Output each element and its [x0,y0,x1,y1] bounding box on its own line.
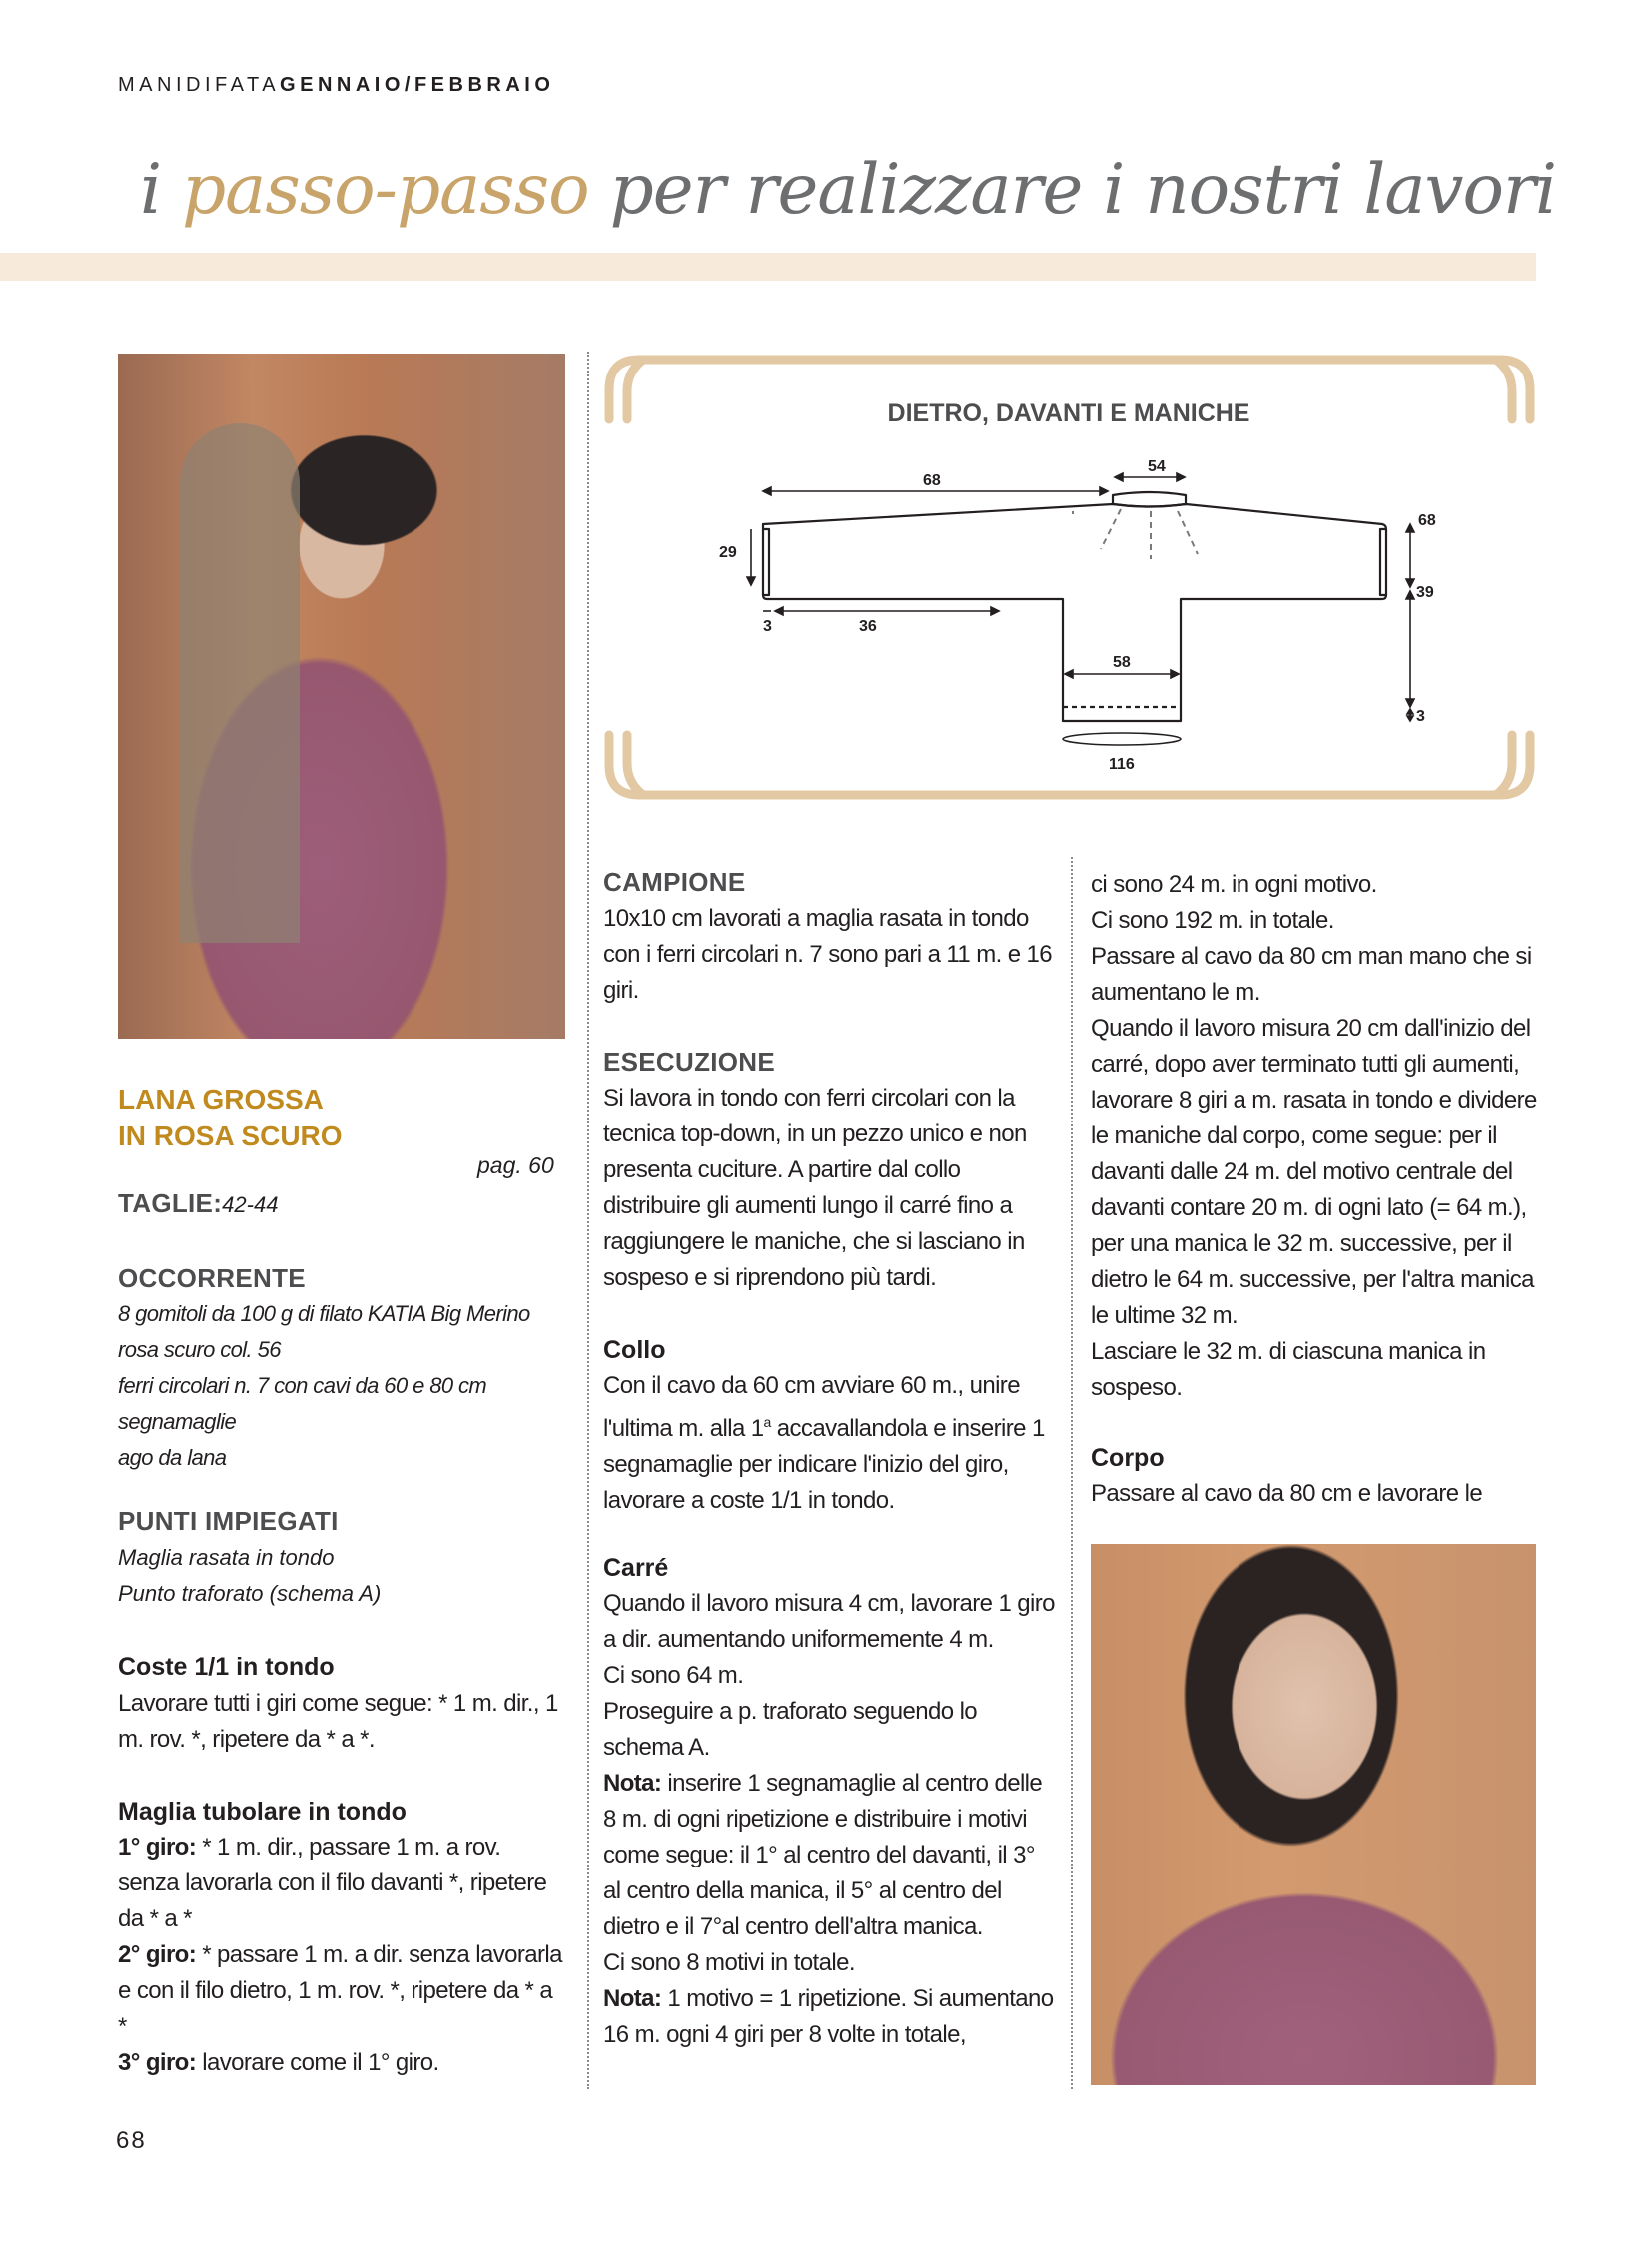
esecuzione-text: Si lavora in tondo con ferri circolari con la tecnica top-down, in un pezzo unico e non presenta cuciture. A partire dal collo distribuire gli aumenti lungo il carré fino a raggiungere le maniche, che si lasciano in sospeso e si riprendono più tardi. [603,1085,1027,1291]
giro-1: 1° giro: * 1 m. dir., passare 1 m. a rov. senza lavorarla con il filo davanti *, ripetere da * a * [118,1834,547,1932]
materials-list [118,1296,577,1476]
carre-continued-text: ci sono 24 m. in ogni motivo. Ci sono 192 m. in totale. Passare al cavo da 80 cm man mano che si aumentano le m. Quando il lavoro misura 20 cm dall'inizio del carré, dopo aver terminato tutti gli aumenti, lavorare 8 giri a m. rasata in tondo e dividere le maniche dal corpo, come segue: per il davanti dalle 24 m. del motivo centrale del davanti contare 20 m. di ogni lato (= 64 m.), per una manica le 32 m. successive, per il dietro le 64 m. successive, per l'altra manica le ultime 32 m. Lasciare le 32 m. di ciascuna manica in sospeso. [1091,871,1537,1401]
diagram-title: DIETRO, DAVANTI E MANICHE [887,399,1250,427]
model-photo-back [118,354,565,1039]
occorrente-heading: OCCORRENTE [118,1263,306,1293]
list-item: segnamaglie [118,1409,237,1434]
sweater-outline [763,492,1386,721]
giro-2: 2° giro: * passare 1 m. a dir. senza lavorarla e con il filo dietro, 1 m. rov. *, ripetere da * a * [118,1941,562,2040]
corpo-text: Passare al cavo da 80 cm e lavorare le [1091,1480,1483,1507]
label-neck-width: 54 [1148,458,1166,475]
collo-text: Con il cavo da 60 cm avviare 60 m., unire l'ultima m. alla 1$^a$ accavallandola e inserire 1 segnamaglie per indicare l'inizio del giro, lavorare a coste 1/1 in tondo. [603,1372,1045,1514]
tubolare-text [118,1830,565,2081]
yoke-guides [1073,509,1198,559]
list-item: 8 gomitoli da 100 g di filato KATIA Big Merino [118,1301,530,1326]
collo-heading: Collo [603,1336,666,1364]
giro-3: 3° giro: lavorare come il 1° giro. [118,2049,439,2076]
label-sleeve-length: 36 [859,618,877,635]
sizes: TAGLIE:42-44 [118,1188,279,1218]
page-number: 68 [116,2127,147,2154]
masthead [118,74,554,97]
coste-text: Lavorare tutti i giri come segue: * 1 m. dir., 1 m. rov. *, ripetere da * a *. [118,1690,558,1753]
page-title: i passo-passo per realizzare i nostri lavori [140,150,1557,230]
stitches-list [118,1540,577,1612]
title-accent: passo-passo [182,150,589,230]
dimension-lines [747,473,1414,745]
list-item: ferri circolari n. 7 con cavi da 60 e 80 cm [118,1373,487,1398]
campione-text: 10x10 cm lavorati a maglia rasata in tondo con i ferri circolari n. 7 sono pari a 11 m. e 16 giri. [603,905,1053,1004]
list-item: Punto traforato (schema A) [118,1581,382,1606]
punti-heading: PUNTI IMPIEGATI [118,1506,339,1536]
list-item: ago da lana [118,1445,227,1470]
label-cuff-height: 29 [719,544,737,561]
label-body-height: 39 [1416,584,1434,601]
note-1: Nota: inserire 1 segnamaglie al centro delle 8 m. di ogni ripetizione e distribuire i motivi come segue: il 1° al centro del davanti, il 3° al centro della manica, il 5° al centro del dietro e il 7°al centro dell'altra manica. [603,1770,1043,1940]
list-item: Maglia rasata in tondo [118,1545,335,1570]
issue-label: GENNAIO/FEBBRAIO [280,74,555,96]
label-hem-circumference: 116 [1109,756,1135,773]
project-name: LANA GROSSA IN ROSA SCURO [118,1084,343,1151]
model-photo-front [1091,1544,1536,2085]
tubolare-heading: Maglia tubolare in tondo [118,1798,407,1826]
label-total-height: 68 [1418,512,1436,529]
label-yoke-width: 68 [923,472,941,489]
campione-heading: CAMPIONE [603,867,746,897]
magazine-name: MANIDIFATA [118,74,281,96]
column-divider [587,352,589,2089]
label-body-width: 58 [1113,654,1131,671]
note-2: Nota: 1 motivo = 1 ripetizione. Si aumentano 16 m. ogni 4 giri per 8 volte in totale, [603,1985,1054,2048]
title-band [0,253,1536,281]
page-reference: pag. 60 [477,1152,554,1178]
label-hem-rib: 3 [1416,708,1425,725]
column-divider [1071,857,1073,2089]
corpo-heading: Corpo [1091,1444,1165,1472]
coste-heading: Coste 1/1 in tondo [118,1653,335,1681]
label-cuff-rib: 3 [763,618,772,635]
carre-heading: Carré [603,1554,669,1582]
list-item: rosa scuro col. 56 [118,1337,281,1362]
esecuzione-heading: ESECUZIONE [603,1047,776,1077]
carre-text: Quando il lavoro misura 4 cm, lavorare 1 giro a dir. aumentando uniformemente 4 m. Ci sono 64 m. Proseguire a p. traforato seguendo lo schema A. Nota: inserire 1 segnamaglie al centro delle 8 m. di ogni ripetizione e distribuire i motivi come segue: il 1° al centro del davanti, il 3° al centro della manica, il 5° al centro del dietro e il 7°al centro dell'altra manica. Ci sono 8 motivi in totale. Nota: 1 motivo = 1 ripetizione. Si aumentano 16 m. ogni 4 giri per 8 volte in totale, [603,1586,1055,2053]
